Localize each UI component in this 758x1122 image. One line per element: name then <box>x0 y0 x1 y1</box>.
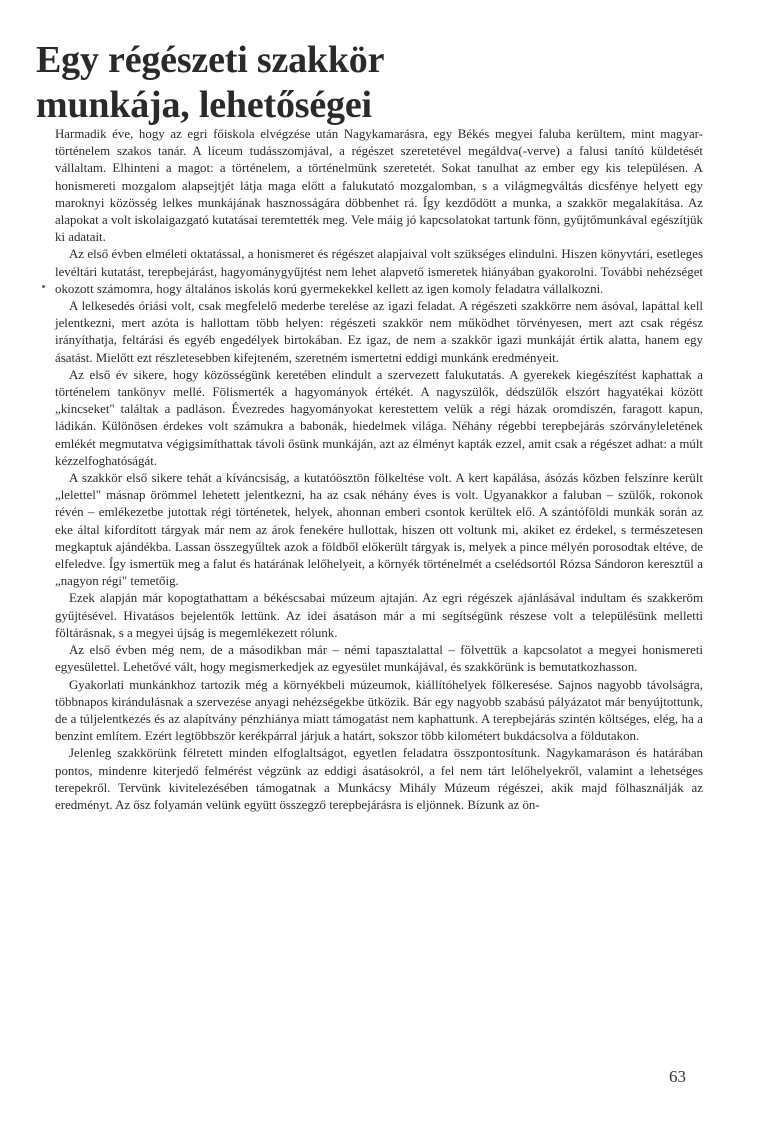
page-number: 63 <box>669 1067 686 1086</box>
paragraph: Az első év sikere, hogy közösségünk keretében elindult a szervezett falukutatás. A gyerekek kiegészítést kaphattak a történelem tankönyv mellé. Fölismerték a hagyományok értékét. A nagyszülők, dédszülők elszórt hagyatékai között „kincseket" találtak a padláson. Évezredes hagyományokat kerestettem velük a régi házak oromdíszén, faragott kapun, ládikán. Különösen érdekes volt számukra a babonák, hiedelmek világa. Néhány régebbi terepbejárás szórványleletének emlékét megmutatva végigsimíthattak távoli ősünk munkáján, azt az élményt kapták ezzel, amit csak a régészet adhat: a múlt kézzelfoghatóságát. <box>55 367 703 468</box>
paragraph: Ezek alapján már kopogtathattam a békéscsabai múzeum ajtaján. Az egri régészek ajánlásával indultam és szakkeröm gyűjtésével. Hivatásos bejelentők lettünk. Az idei ásatáson már a mi segítségünk részese volt a településünk melletti föltárásnak, s a megyei újság is megemlékezett rólunk. <box>55 591 703 640</box>
paragraph: Harmadik éve, hogy az egri főiskola elvégzése után Nagykamarásra, egy Békés megyei faluba kerültem, mint magyar-történelem szakos tanár. A líceum tudásszomjával, a régészet szeretetével megáldva(-verve) a falusi tanító küldetését vállaltam. Elhinteni a magot: a történelem, a történelmünk szeretetét. Sokat tanulhat az ember egy kis településen. A honismereti mozgalom alapsejtjét látja maga előtt a falukutató mozgalomban, s a világmegváltás dicsfénye helyett egy maroknyi közösség lelkes munkájának hasznosságára döbbenhet rá. Így kezdődött a munka, a szakkör megalakítása. Az alapokat a volt iskolaigazgató kutatásai teremtették meg. Vele máig jó kapcsolatokat tartunk fönn, gyűjtőmunkával egészítjük ki adatait. <box>55 127 703 245</box>
title-line-1: Egy régészeti szakkör <box>36 39 385 81</box>
article-title <box>36 38 676 128</box>
paragraph: A lelkesedés óriási volt, csak megfelelő mederbe terelése az igazi feladat. A régészeti szakkörre nem ásóval, lapáttal kell jelentkezni, mert azóta is hallottam több helyen: régészeti szakkör nem működhet törvényesen, mert azt csak régész irányíthatja, feltárási és egyéb engedélyek birtokában. Ez igaz, de nem a szakkör igazi munkáját értik alatta, hanem egy ásatást. Mielőtt ezt részletesebben kifejteném, szeretném ismertetni eddigi munkánk eredményeit. <box>55 299 703 365</box>
paragraph: Az első évben elméleti oktatással, a honismeret és régészet alapjaival volt szükséges elindulni. Hiszen könyvtári, esetleges levéltári kutatást, terepbejárást, hagyománygyűjtést nem lehet alapvető ismeretek hiányában gyakorolni. További nehézséget okozott számomra, hogy általános iskolás korú gyermekekkel kellett az igen komoly feladatra vállalkozni. <box>55 247 703 296</box>
margin-mark <box>42 285 45 288</box>
paragraph: Gyakorlati munkánkhoz tartozik még a környékbeli múzeumok, kiállítóhelyek fölkeresése. Sajnos nagyobb távolságra, többnapos kirándulásnak a szervezése anyagi nehézségekbe ütközik. Bár egy nagyobb szabású pályázatot már benyújtottunk, de a túljelentkezés és az alapítvány pénzhiánya miatt támogatást nem kaphattunk. A terepbejárás szintén költséges, elég, ha a benzint említem. Ezért legtöbbször kerékpárral járjuk a határt, sokszor több kilométert bukdácsolva a földutakon. <box>55 677 703 744</box>
paragraph: Jelenleg szakkörünk félretett minden elfoglaltságot, egyetlen feladatra összpontosítunk. Nagykamaráson és határában pontos, mindenre kiterjedő felmérést végzünk az eddigi ásatásokról, a fel nem tárt lelőhelyekről, valamint a lehetséges terepekről. Tervünk kivitelezésében támogatnak a Munkácsy Mihály Múzeum régészei, akik majd fölhasználják az eredményt. Az ősz folyamán velünk együtt összegző terepbejárásra is eljönnek. Bízunk az ön- <box>55 746 703 812</box>
title-line-2: munkája, lehetőségei <box>36 84 372 126</box>
paragraph: A szakkör első sikere tehát a kíváncsiság, a kutatóösztön fölkeltése volt. A kert kapálása, ásózás közben felszínre került „lelettel" másnap örömmel lehetett jelentkezni, ha az csak néhány éves is volt. Ugyanakkor a faluban – szülők, rokonok révén – emlékezetbe jutottak régi történetek, helyek, ahonnan emberi csontok kerültek elő. A szántóföldi munkák során az eke által kifordított tárgyak már nem az árok fenekére hullottak, hiszen ott voltunk mi, akiket ez érdekel, s természetesen megkaptuk ajándékba. Lassan összegyűltek azok a földből előkerült tárgyak is, melyek a pince mélyén porosodtak eltéve, de elfeledve. Így ismertük meg a falut és határának lelőhelyeit, a környék történelmét a cselédsortól Rózsa Sándoron keresztül a „nagyon régi" temetőig. <box>55 471 703 589</box>
paragraph: Az első évben még nem, de a másodikban már – némi tapasztalattal – fölvettük a kapcsolatot a megyei honismereti egyesülettel. Lehetővé vált, hogy megismerkedjek az egyesület munkájával, és szakkörünk is bemutatkozhasson. <box>55 643 703 675</box>
article-body <box>55 126 703 814</box>
